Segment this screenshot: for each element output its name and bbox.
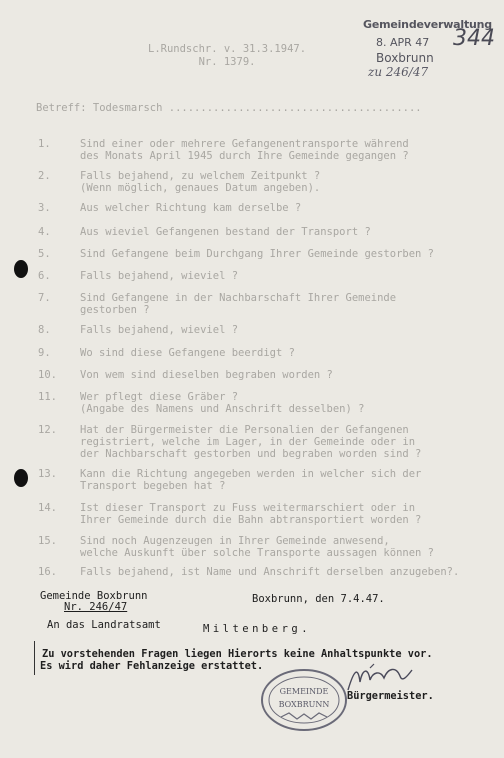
question-number: 6. (38, 270, 51, 282)
question-text: Sind noch Augenzeugen in Ihrer Gemeinde anwesend, welche Auskunft über solche Transporte aussagen können ? (80, 535, 435, 559)
question-number: 13. (38, 468, 57, 480)
sender-municipality: Gemeinde Boxbrunn (40, 590, 148, 602)
mayor-signature (340, 660, 420, 700)
seal-top-text: GEMEINDE (279, 687, 329, 696)
question-number: 16. (38, 566, 57, 578)
punch-hole (14, 260, 28, 278)
question-text: Falls bejahend, wieviel ? (80, 270, 239, 282)
subject-line (36, 102, 422, 114)
question-number: 12. (38, 424, 57, 436)
addressee: An das Landratsamt (47, 619, 161, 631)
question-number: 10. (38, 369, 57, 381)
question-number: 3. (38, 202, 51, 214)
question-number: 11. (38, 391, 57, 403)
stamp-office: Gemeindeverwaltung (363, 18, 492, 31)
question-text: Ist dieser Transport zu Fuss weitermarschiert oder in Ihrer Gemeinde durch die Bahn abtransportiert worden ? (80, 502, 422, 526)
question-text: Hat der Bürgermeister die Personalien der Gefangenen registriert, welche im Lager, in der Gemeinde oder in der Nachbarschaft gestorben und begraben worden sind ? (80, 424, 422, 460)
reference-line-2: Nr. 1379. (198, 56, 256, 68)
page-number: 344 (453, 26, 495, 51)
question-text: Falls bejahend, ist Name und Anschrift derselben anzugeben?. (80, 566, 460, 578)
question-text: Falls bejahend, zu welchem Zeitpunkt ? (Wenn möglich, genaues Datum angeben). (80, 170, 321, 194)
stamp-date: 8. APR 47 (376, 36, 430, 49)
question-number: 9. (38, 347, 51, 359)
question-text: Aus wieviel Gefangenen bestand der Transport ? (80, 226, 371, 238)
margin-bracket (34, 641, 37, 675)
sender-reference: Nr. 246/47 (64, 601, 128, 613)
question-text: Sind einer oder mehrere Gefangenentransporte während des Monats April 1945 durch Ihre Gemeinde gegangen ? (80, 138, 409, 162)
municipal-seal (259, 667, 349, 733)
question-number: 1. (38, 138, 51, 150)
stamp-place: Boxbrunn (376, 51, 434, 65)
reference-header (148, 43, 306, 69)
question-number: 2. (38, 170, 51, 182)
question-number: 8. (38, 324, 51, 336)
stamp-reference: zu 246/47 (368, 65, 429, 79)
question-number: 4. (38, 226, 51, 238)
question-text: Aus welcher Richtung kam derselbe ? (80, 202, 302, 214)
subject-label: Betreff: (36, 102, 87, 114)
question-text: Sind Gefangene beim Durchgang Ihrer Gemeinde gestorben ? (80, 248, 435, 260)
question-text: Kann die Richtung angegeben werden in welcher sich der Transport begeben hat ? (80, 468, 422, 492)
question-text: Wo sind diese Gefangene beerdigt ? (80, 347, 295, 359)
destination: Miltenberg. (203, 623, 312, 635)
signer-title: Bürgermeister. (347, 690, 434, 702)
question-number: 15. (38, 535, 57, 547)
seal-bottom-text: BOXBRUNN (278, 700, 330, 709)
subject-text: Todesmarsch ........................................ (92, 102, 422, 114)
reference-line-1: L.Rundschr. v. 31.3.1947. (148, 43, 307, 55)
report-line-2: Es wird daher Fehlanzeige erstattet. (40, 660, 264, 672)
question-text: Sind Gefangene in der Nachbarschaft Ihrer Gemeinde gestorben ? (80, 292, 397, 316)
question-number: 14. (38, 502, 57, 514)
question-text: Von wem sind dieselben begraben worden ? (80, 369, 333, 381)
question-text: Wer pflegt diese Gräber ? (Angabe des Namens und Anschrift desselben) ? (80, 391, 365, 415)
question-text: Falls bejahend, wieviel ? (80, 324, 239, 336)
place-date: Boxbrunn, den 7.4.47. (252, 593, 385, 605)
report-line-1: Zu vorstehenden Fragen liegen Hierorts keine Anhaltspunkte vor. (42, 648, 433, 660)
question-number: 7. (38, 292, 51, 304)
punch-hole (14, 469, 28, 487)
question-number: 5. (38, 248, 51, 260)
